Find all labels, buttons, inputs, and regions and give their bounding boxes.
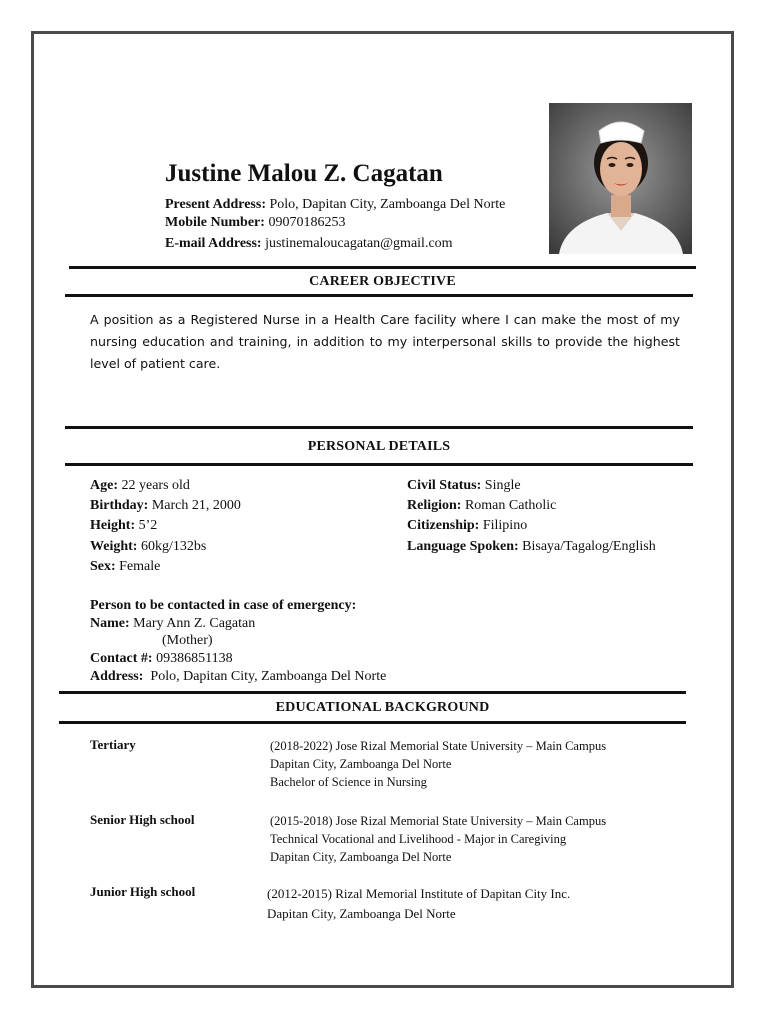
career-objective-rule bbox=[65, 294, 693, 297]
weight-label: Weight: bbox=[90, 539, 138, 554]
emergency-relation: (Mother) bbox=[162, 633, 213, 648]
profile-photo-illustration bbox=[549, 103, 692, 254]
tertiary-label: Tertiary bbox=[90, 737, 136, 752]
emergency-name-field bbox=[90, 616, 255, 632]
senior-high-details bbox=[270, 812, 606, 866]
present-address-value: Polo, Dapitan City, Zamboanga Del Norte bbox=[269, 197, 506, 212]
senior-high-label: Senior High school bbox=[90, 812, 195, 827]
civil-status-field bbox=[407, 478, 521, 494]
profile-photo bbox=[549, 103, 692, 254]
senior-high-line-1: (2015-2018) Jose Rizal Memorial State University – Main Campus bbox=[270, 814, 607, 828]
present-address-line bbox=[165, 197, 505, 213]
emergency-contact-field bbox=[90, 651, 233, 667]
personal-details-top-rule bbox=[65, 426, 693, 429]
junior-high-line-2: Dapitan City, Zamboanga Del Norte bbox=[267, 906, 456, 921]
junior-high-details bbox=[267, 884, 570, 924]
junior-high-label: Junior High school bbox=[90, 884, 196, 899]
language-label: Language Spoken: bbox=[407, 539, 519, 554]
sex-label: Sex: bbox=[90, 559, 116, 574]
emergency-name-value: Mary Ann Z. Cagatan bbox=[133, 616, 256, 631]
citizenship-label: Citizenship: bbox=[407, 518, 480, 533]
tertiary-line-3: Bachelor of Science in Nursing bbox=[270, 775, 427, 789]
citizenship-field bbox=[407, 518, 527, 534]
senior-high-line-3: Dapitan City, Zamboanga Del Norte bbox=[270, 850, 452, 864]
education-title: EDUCATIONAL BACKGROUND bbox=[275, 700, 490, 715]
age-label: Age: bbox=[90, 478, 118, 493]
height-field bbox=[90, 518, 157, 534]
education-top-rule bbox=[59, 691, 686, 694]
birthday-field bbox=[90, 498, 241, 514]
header-rule bbox=[69, 266, 696, 269]
tertiary-line-2: Dapitan City, Zamboanga Del Norte bbox=[270, 757, 452, 771]
mobile-line bbox=[165, 215, 345, 231]
tertiary-details bbox=[270, 737, 606, 791]
age-value: 22 years old bbox=[121, 478, 190, 493]
language-value: Bisaya/Tagalog/English bbox=[522, 539, 656, 554]
mobile-value: 09070186253 bbox=[268, 215, 346, 230]
present-address-label: Present Address: bbox=[165, 197, 266, 212]
emergency-name-label: Name: bbox=[90, 616, 130, 631]
religion-label: Religion: bbox=[407, 498, 462, 513]
civil-status-label: Civil Status: bbox=[407, 478, 482, 493]
religion-value: Roman Catholic bbox=[464, 498, 557, 513]
emergency-contact-label: Contact #: bbox=[90, 651, 153, 666]
personal-details-title: PERSONAL DETAILS bbox=[307, 439, 451, 454]
weight-field bbox=[90, 539, 206, 555]
education-rule bbox=[59, 721, 686, 724]
sex-field bbox=[90, 559, 160, 575]
height-value: 5’2 bbox=[138, 518, 158, 533]
birthday-label: Birthday: bbox=[90, 498, 149, 513]
emergency-heading: Person to be contacted in case of emergency: bbox=[90, 598, 357, 613]
religion-field bbox=[407, 498, 556, 514]
weight-value: 60kg/132bs bbox=[140, 539, 207, 554]
email-label: E-mail Address: bbox=[165, 236, 262, 251]
emergency-address-field bbox=[90, 669, 386, 685]
personal-details-rule bbox=[65, 463, 693, 466]
civil-status-value: Single bbox=[484, 478, 521, 493]
email-value: justinemaloucagatan@gmail.com bbox=[265, 236, 453, 251]
language-field bbox=[407, 539, 656, 555]
height-label: Height: bbox=[90, 518, 136, 533]
career-objective-title: CAREER OBJECTIVE bbox=[309, 274, 456, 289]
junior-high-line-1: (2012-2015) Rizal Memorial Institute of Dapitan City Inc. bbox=[267, 886, 571, 901]
emergency-address-value: Polo, Dapitan City, Zamboanga Del Norte bbox=[150, 669, 387, 684]
emergency-address-label: Address: bbox=[90, 669, 144, 684]
applicant-name: Justine Malou Z. Cagatan bbox=[165, 160, 443, 187]
mobile-label: Mobile Number: bbox=[165, 215, 265, 230]
birthday-value: March 21, 2000 bbox=[151, 498, 241, 513]
citizenship-value: Filipino bbox=[482, 518, 528, 533]
sex-value: Female bbox=[119, 559, 161, 574]
emergency-contact-value: 09386851138 bbox=[156, 651, 233, 666]
email-line bbox=[165, 236, 453, 252]
tertiary-line-1: (2018-2022) Jose Rizal Memorial State University – Main Campus bbox=[270, 739, 607, 753]
senior-high-line-2: Technical Vocational and Livelihood - Major in Caregiving bbox=[270, 832, 567, 846]
age-field bbox=[90, 478, 190, 494]
career-objective-text: A position as a Registered Nurse in a Health Care facility where I can make the most of my nursing education and training, in addition to my interpersonal skills to provide the highest level of patient care. bbox=[90, 312, 680, 371]
